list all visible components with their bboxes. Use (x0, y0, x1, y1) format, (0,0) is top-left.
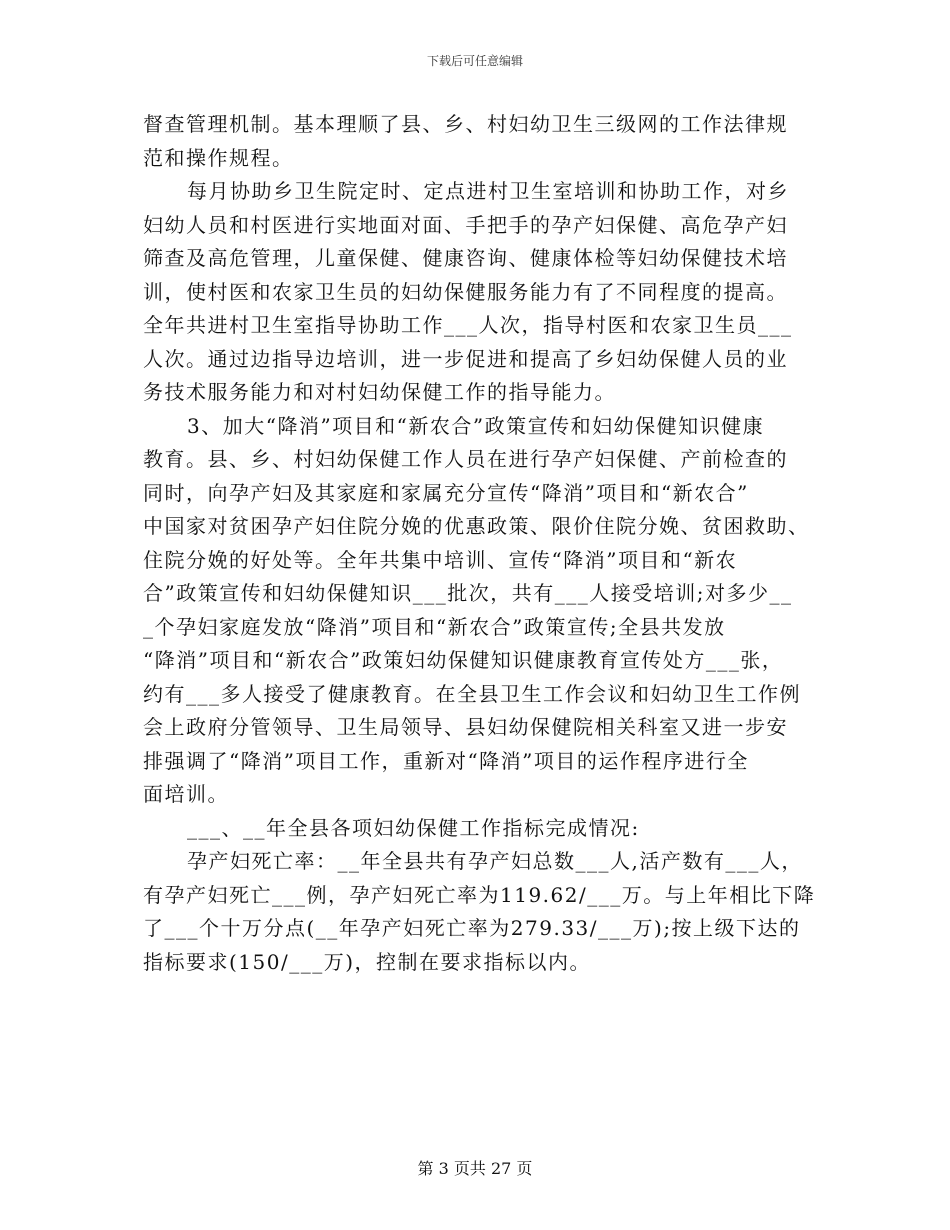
text-line: 中国家对贫困孕产妇住院分娩的优惠政策、限价住院分娩、贫困救助、 (143, 514, 810, 538)
text-line: _个孕妇家庭发放“降消”项目和“新农合”政策宣传;全县共发放 (143, 614, 726, 639)
text-line: 督查管理机制。基本理顺了县、乡、村妇幼卫生三级网的工作法律规 (143, 112, 788, 136)
text-line: 约有___多人接受了健康教育。在全县卫生工作会议和妇幼卫生工作例 (143, 681, 801, 706)
text-line: 孕产妇死亡率：__年全县共有孕产妇总数___人,活产数有___人， (187, 849, 803, 873)
text-line: 教育。县、乡、村妇幼保健工作人员在进行孕产妇保健、产前检查的 (143, 447, 788, 471)
text-line: 务技术服务能力和对村妇幼保健工作的指导能力。 (143, 380, 616, 404)
text-line: 会上政府分管领导、卫生局领导、县妇幼保健院相关科室又进一步安 (143, 715, 788, 739)
page-footer: 第 3 页共 27 页 (417, 1159, 533, 1178)
text-line: 训，使村医和农家卫生员的妇幼保健服务能力有了不同程度的提高。 (143, 279, 788, 304)
document-body (143, 108, 816, 979)
text-line: 全年共进村卫生室指导协助工作___人次，指导村医和农家卫生员___ (143, 313, 793, 337)
text-line: ___、__年全县各项妇幼保健工作指标完成情况: (187, 815, 640, 840)
text-line: “降消”项目和“新农合”政策妇幼保健知识健康教育宣传处方___张， (143, 648, 784, 672)
text-line: 筛查及高危管理，儿童保健、健康咨询、健康体检等妇幼保健技术培 (143, 246, 788, 270)
text-line: 排强调了“降消”项目工作，重新对“降消”项目的运作程序进行全 (143, 748, 749, 773)
text-line: 合”政策宣传和妇幼保健知识___批次，共有___人接受培训;对多少__ (143, 581, 793, 605)
text-line: 住院分娩的好处等。全年共集中培训、宣传“降消”项目和“新农 (143, 547, 738, 572)
text-line: 范和操作规程。 (143, 145, 294, 170)
text-line: 有孕产妇死亡___例，孕产妇死亡率为119.62/___万。与上年相比下降 (143, 882, 816, 907)
text-line: 同时，向孕产妇及其家庭和家属充分宣传“降消”项目和“新农合” (143, 480, 749, 505)
text-line: 面培训。 (143, 782, 229, 806)
text-line: 每月协助乡卫生院定时、定点进村卫生室培训和协助工作，对乡 (187, 179, 789, 203)
text-line: 人次。通过边指导边培训，进一步促进和提高了乡妇幼保健人员的业 (143, 346, 788, 371)
text-line: 3、加大“降消”项目和“新农合”政策宣传和妇幼保健知识健康 (187, 413, 765, 438)
page-header: 下载后可任意编辑 (426, 54, 523, 68)
text-line: 妇幼人员和村医进行实地面对面、手把手的孕产妇保健、高危孕产妇 (143, 212, 788, 237)
text-line: 了___个十万分点(__年孕产妇死亡率为279.33/___万);按上级下达的 (143, 916, 801, 940)
text-line: 指标要求(150/___万)，控制在要求指标以内。 (143, 949, 592, 974)
